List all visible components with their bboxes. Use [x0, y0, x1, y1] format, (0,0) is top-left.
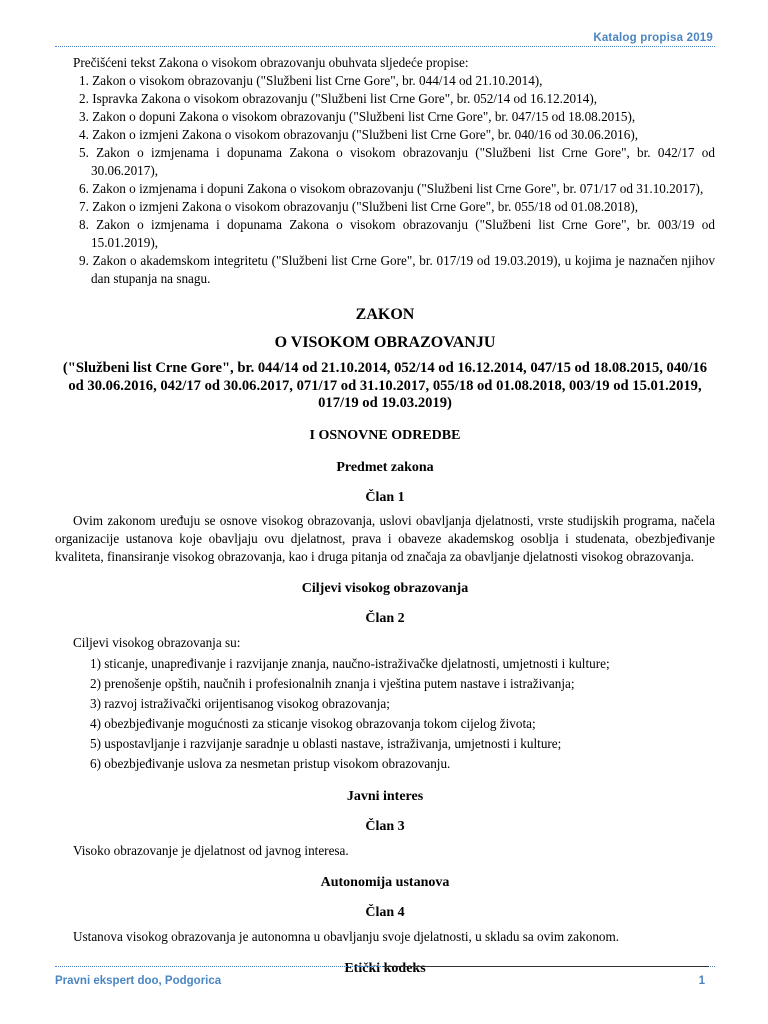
article-text: Ustanova visokog obrazovanja je autonomna u obavljanju svoje djelatnosti, u skladu sa ovim zakonom. — [73, 928, 620, 944]
page-number: 1 — [698, 975, 705, 987]
section-title: I OSNOVNE ODREDBE — [309, 427, 461, 443]
regulation-item: 8. Zakon o izmjenama i dopunama Zakona o visokom obrazovanju ("Službeni list Crne Gore", br. 003/19 od 15.01.2019), — [79, 217, 715, 250]
regulation-item: 6. Zakon o izmjenama i dopuni Zakona o visokom obrazovanju ("Službeni list Crne Gore", br. 071/17 od 31.10.2017), — [79, 181, 704, 196]
regulation-item: 3. Zakon o dopuni Zakona o visokom obrazovanju ("Službeni list Crne Gore", br. 047/15 od 18.08.2015), — [79, 109, 636, 124]
law-title: ZAKON — [355, 306, 415, 323]
list-item: 1) sticanje, unapređivanje i razvijanje znanja, naučno-istraživačke djelatnosti, umjetnosti i kulture; — [90, 655, 610, 671]
regulation-item: 2. Ispravka Zakona o visokom obrazovanju ("Službeni list Crne Gore", br. 052/14 od 16.12.2014), — [79, 91, 598, 106]
list-item: 2) prenošenje opštih, naučnih i profesionalnih znanja i vještina putem nastave i istraživanja; — [90, 675, 575, 691]
catalog-title: Katalog propisa 2019 — [593, 32, 713, 44]
regulation-item: 1. Zakon o visokom obrazovanju ("Službeni list Crne Gore", br. 044/14 od 21.10.2014), — [79, 73, 543, 88]
article-heading: Predmet zakona — [336, 459, 434, 475]
article-number: Član 4 — [365, 904, 405, 920]
article-heading: Ciljevi visokog obrazovanja — [301, 580, 469, 596]
law-gazette-references: ("Službeni list Crne Gore", br. 044/14 od 21.10.2014, 052/14 od 16.12.2014, 047/15 od 18.08.2015, 040/16 od 30.06.2016, 042/17 od 30.06.2017, 071/17 od 31.10.2017, 055/18 od 01.08.2018, 003/19 od 15.01.2019, 017/19 od 19.03.2019) — [62, 360, 708, 411]
regulations-list — [55, 72, 715, 288]
list-item: 6) obezbjeđivanje uslova za nesmetan pristup visokom obrazovanju. — [90, 755, 451, 771]
article-text: Ovim zakonom uređuju se osnove visokog obrazovanja, uslovi obavljanja djelatnosti, vrste studijskih programa, načela organizacije ustanova koje obavljaju ovu djelatnost, prava i obaveze akademskog osoblja i studenata, obezbjeđivanje kvaliteta, finansiranje visokog obrazovanja, kao i druga pitanja od značaja za obavljanje djelatnosti visokog obrazovanja. — [55, 512, 715, 564]
publisher-name: Pravni ekspert doo, Podgorica — [55, 975, 222, 987]
intro-text: Prečišćeni tekst Zakona o visokom obrazovanju obuhvata sljedeće propise: — [73, 55, 469, 70]
regulation-item: 4. Zakon o izmjeni Zakona o visokom obrazovanju ("Službeni list Crne Gore", br. 040/16 od 30.06.2016), — [79, 127, 639, 142]
document-body — [55, 54, 715, 978]
regulation-item: 5. Zakon o izmjenama i dopunama Zakona o visokom obrazovanju ("Službeni list Crne Gore", br. 042/17 od 30.06.2017), — [79, 145, 715, 178]
footnote-separator — [383, 966, 709, 967]
article-heading: Javni interes — [346, 788, 424, 804]
list-item: 4) obezbjeđivanje mogućnosti za sticanje visokog obrazovanja tokom cijelog života; — [90, 715, 536, 731]
article-heading: Etički kodeks — [344, 960, 426, 976]
article-number: Član 2 — [365, 610, 405, 626]
page-header — [55, 32, 715, 47]
article-text: Visoko obrazovanje je djelatnost od javnog interesa. — [73, 842, 349, 858]
article-heading: Autonomija ustanova — [320, 874, 450, 890]
regulation-item: 9. Zakon o akademskom integritetu ("Službeni list Crne Gore", br. 017/19 od 19.03.2019), u kojima je naznačen njihov dan stupanja na snagu. — [79, 253, 715, 286]
article-number: Član 3 — [365, 818, 405, 834]
list-item: 5) uspostavljanje i razvijanje saradnje u oblasti nastave, istraživanja, umjetnosti i kulture; — [90, 735, 562, 751]
article-lead: Ciljevi visokog obrazovanja su: — [73, 634, 241, 650]
law-subtitle: O VISOKOM OBRAZOVANJU — [274, 334, 496, 351]
goals-list — [55, 654, 715, 774]
list-item: 3) razvoj istraživački orijentisanog visokog obrazovanja; — [90, 695, 390, 711]
regulation-item: 7. Zakon o izmjeni Zakona o visokom obrazovanju ("Službeni list Crne Gore", br. 055/18 od 01.08.2018), — [79, 199, 639, 214]
article-number: Član 1 — [365, 489, 405, 505]
